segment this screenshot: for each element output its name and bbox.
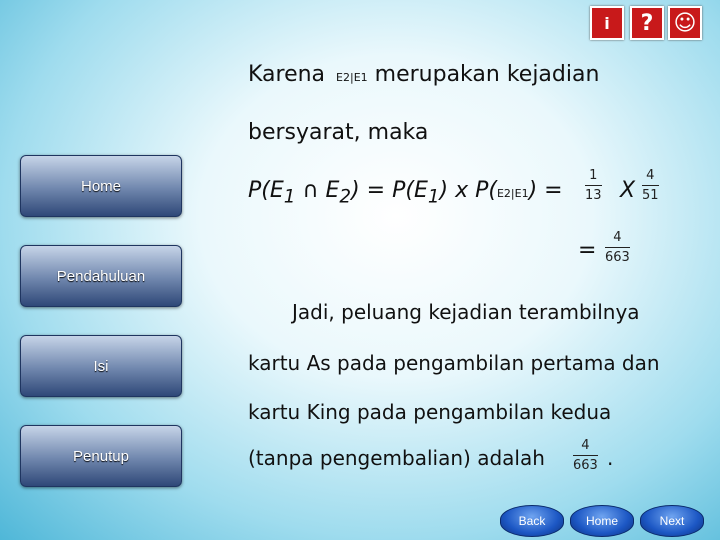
back-label: Back [518, 514, 546, 528]
fraction-denominator: 51 [642, 188, 659, 203]
next-button[interactable] [640, 505, 704, 537]
sidebar-penutup-button[interactable] [20, 425, 182, 487]
sidebar-pendahuluan-label: Pendahuluan [56, 267, 146, 285]
formula-part-1: P(E [248, 178, 284, 203]
home-button[interactable] [570, 505, 634, 537]
sidebar-home-label: Home [80, 177, 121, 195]
formula-sub-2: 2 [339, 186, 352, 208]
face-icon[interactable] [668, 6, 702, 40]
sidebar-isi-label: Isi [93, 357, 109, 375]
formula-part-4: ) x P( [439, 178, 497, 203]
fraction-4-51 [642, 168, 659, 203]
sidebar-isi-button[interactable] [20, 335, 182, 397]
fraction-1-13 [585, 168, 602, 203]
sidebar-home-button[interactable] [20, 155, 182, 217]
formula-line [248, 178, 563, 207]
formula-part-2: ∩ E [295, 178, 340, 203]
fraction-denominator: 13 [585, 188, 602, 203]
sidebar-pendahuluan-button[interactable] [20, 245, 182, 307]
final-period: . [607, 446, 614, 470]
formula-sub-3: 1 [427, 186, 440, 208]
fraction-numerator: 1 [589, 168, 598, 183]
event-notation: E2|E1 [336, 71, 368, 84]
back-button[interactable] [500, 505, 564, 537]
conclusion-line-4: (tanpa pengembalian) adalah [248, 446, 545, 470]
formula-sub-1: 1 [283, 186, 296, 208]
conclusion-line-2: kartu As pada pengambilan pertama dan [248, 351, 660, 375]
intro-line-1 [248, 62, 599, 87]
equals-sign: = [578, 238, 597, 263]
intro-word: Karena [248, 62, 326, 87]
conclusion-line-3: kartu King pada pengambilan kedua [248, 400, 612, 424]
fraction-4-663 [605, 230, 630, 265]
multiply-sign: X [620, 178, 636, 203]
help-icon[interactable] [630, 6, 664, 40]
home-label: Home [585, 514, 618, 528]
formula-part-5: ) = [528, 178, 563, 203]
info-icon-glyph: i [604, 13, 610, 33]
fraction-denominator: 663 [605, 250, 630, 265]
fraction-numerator: 4 [646, 168, 655, 183]
face-icon-glyph: ☺ [673, 10, 697, 36]
fraction-numerator: 4 [613, 230, 622, 245]
conclusion-line-1: Jadi, peluang kejadian terambilnya [292, 300, 640, 324]
next-label: Next [659, 514, 685, 528]
help-icon-glyph: ? [640, 10, 654, 36]
formula-part-3: ) = P(E [351, 178, 428, 203]
fraction-denominator: 663 [573, 458, 598, 473]
intro-rest: merupakan kejadian [374, 62, 600, 87]
sidebar-penutup-label: Penutup [73, 447, 129, 465]
intro-line-2: bersyarat, maka [248, 120, 429, 145]
info-icon[interactable] [590, 6, 624, 40]
formula-condition: E2|E1 [496, 187, 529, 200]
fraction-answer [573, 438, 598, 473]
fraction-numerator: 4 [581, 438, 590, 453]
